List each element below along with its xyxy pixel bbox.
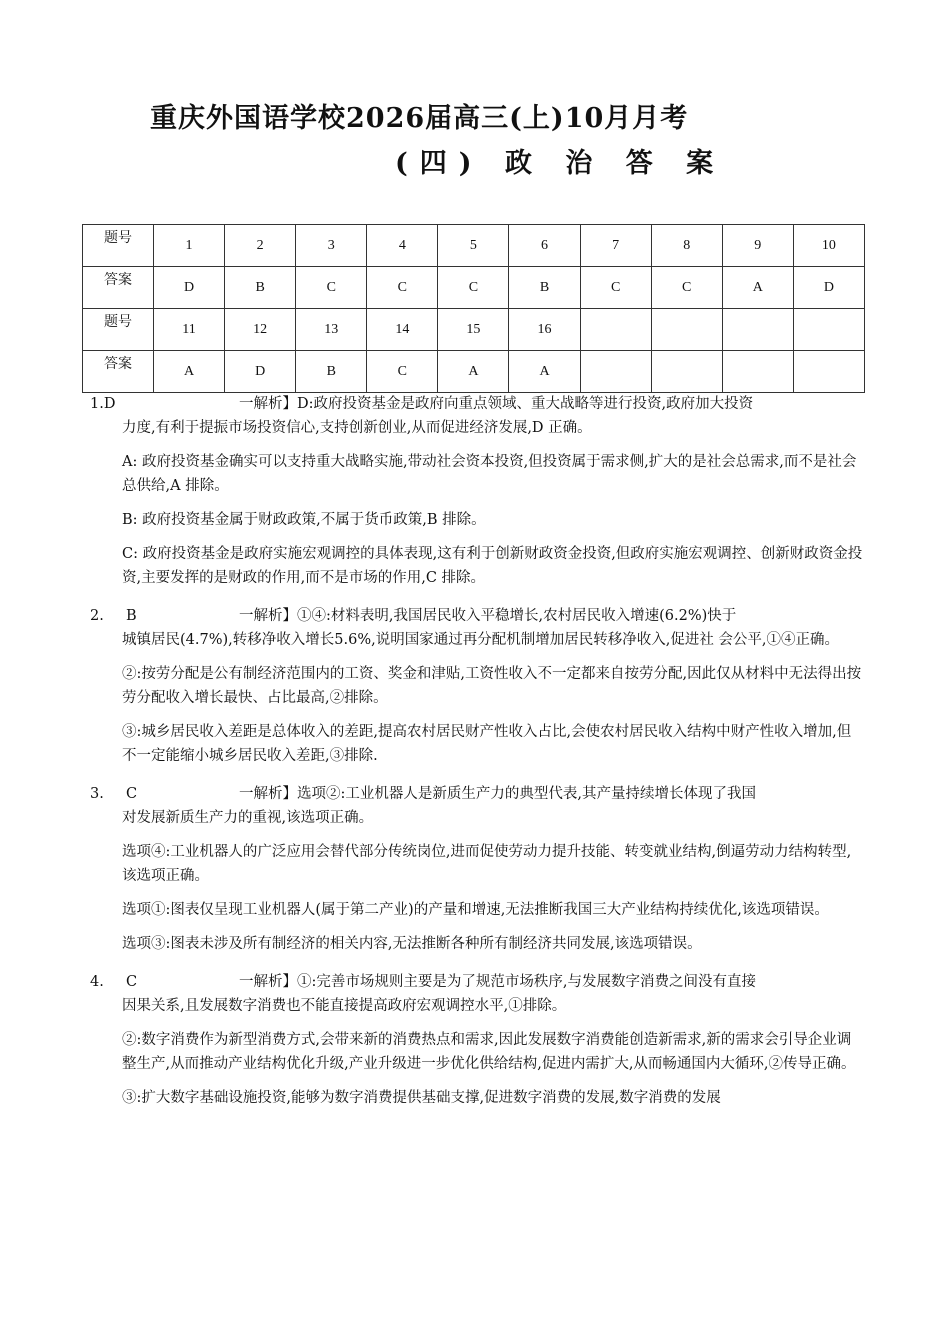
question-number-cell: 4 bbox=[367, 225, 438, 267]
explanations bbox=[84, 392, 864, 1110]
option-analysis: 选项①:图表仅呈现工业机器人(属于第二产业)的产量和增速,无法推断我国三大产业结构持续优化,该选项错误。 bbox=[122, 902, 829, 918]
question-number-cell: 1 bbox=[154, 225, 225, 267]
table-header-cell: 题号 bbox=[83, 309, 154, 351]
table-row bbox=[83, 225, 865, 267]
analysis-text: 力度,有利于提振市场投资信心,支持创新创业,从而促进经济发展,D 正确。 bbox=[122, 420, 592, 436]
question-number-cell: 11 bbox=[154, 309, 225, 351]
table-header-cell: 答案 bbox=[83, 267, 154, 309]
table-row bbox=[83, 351, 865, 393]
analysis-first-line: 一解析】①④:材料表明,我国居民收入平稳增长,农村居民收入增速(6.2%)快于 bbox=[239, 608, 737, 624]
option-analysis: ②:数字消费作为新型消费方式,会带来新的消费热点和需求,因此发展数字消费能创造新需求,新的需求会引导企业调整生产,从而推动产业结构优化升级,产业升级进一步优化供给结构,促进内需扩大,从而畅通国内大循环,②传导正确。 bbox=[122, 1032, 856, 1072]
question-answer: B bbox=[126, 608, 137, 624]
empty-cell bbox=[793, 309, 864, 351]
analysis-text: 因果关系,且发展数字消费也不能直接提高政府宏观调控水平,①排除。 bbox=[122, 998, 567, 1014]
question-number: 3. bbox=[90, 786, 104, 802]
answer-cell: C bbox=[580, 267, 651, 309]
answer-cell: C bbox=[367, 267, 438, 309]
table-row bbox=[83, 267, 865, 309]
answer-cell: B bbox=[225, 267, 296, 309]
option-analysis: 选项④:工业机器人的广泛应用会替代部分传统岗位,进而促使劳动力提升技能、转变就业结构,倒逼劳动力结构转型,该选项正确。 bbox=[122, 844, 852, 884]
option-analysis: ③:城乡居民收入差距是总体收入的差距,提高农村居民财产性收入占比,会使农村居民收入结构中财产性收入增加,但不一定能缩小城乡居民收入差距,③排除. bbox=[122, 724, 852, 764]
answer-cell: C bbox=[651, 267, 722, 309]
answer-cell: B bbox=[296, 351, 367, 393]
table-row bbox=[83, 309, 865, 351]
answer-cell: D bbox=[793, 267, 864, 309]
analysis-text: 城镇居民(4.7%),转移净收入增长5.6%,说明国家通过再分配机制增加居民转移净收入,促进社 会公平,①④正确。 bbox=[122, 632, 840, 648]
question-number: 2. bbox=[90, 608, 104, 624]
answer-cell: A bbox=[438, 351, 509, 393]
analysis-first-line: 一解析】①:完善市场规则主要是为了规范市场秩序,与发展数字消费之间没有直接 bbox=[239, 974, 756, 990]
page-subtitle: (四) 政 治 答 案 bbox=[395, 148, 726, 179]
question-number-cell: 6 bbox=[509, 225, 580, 267]
analysis-first-line: 一解析】D:政府投资基金是政府向重点领域、重大战略等进行投资,政府加大投资 bbox=[239, 396, 754, 412]
option-analysis: 选项③:图表未涉及所有制经济的相关内容,无法推断各种所有制经济共同发展,该选项错误。 bbox=[122, 936, 702, 952]
question-number-cell: 10 bbox=[793, 225, 864, 267]
question-number-cell: 3 bbox=[296, 225, 367, 267]
option-analysis: ③:扩大数字基础设施投资,能够为数字消费提供基础支撑,促进数字消费的发展,数字消费的发展 bbox=[122, 1090, 721, 1106]
empty-cell bbox=[580, 309, 651, 351]
question-number: 1.D bbox=[90, 396, 116, 412]
question-number-cell: 2 bbox=[225, 225, 296, 267]
empty-cell bbox=[651, 351, 722, 393]
question-number-cell: 8 bbox=[651, 225, 722, 267]
question-block bbox=[84, 970, 864, 1110]
question-number-cell: 7 bbox=[580, 225, 651, 267]
empty-cell bbox=[580, 351, 651, 393]
answer-cell: B bbox=[509, 267, 580, 309]
table-header-cell: 答案 bbox=[83, 351, 154, 393]
option-analysis: C: 政府投资基金是政府实施宏观调控的具体表现,这有利于创新财政资金投资,但政府实施宏观调控、创新财政资金投资,主要发挥的是财政的作用,而不是市场的作用,C 排除。 bbox=[122, 546, 863, 586]
answer-cell: A bbox=[509, 351, 580, 393]
question-number: 4. bbox=[90, 974, 104, 990]
question-block bbox=[84, 782, 864, 956]
question-number-cell: 14 bbox=[367, 309, 438, 351]
answer-cell: A bbox=[154, 351, 225, 393]
analysis-text: 对发展新质生产力的重视,该选项正确。 bbox=[122, 810, 374, 826]
option-analysis: B: 政府投资基金属于财政政策,不属于货币政策,B 排除。 bbox=[122, 512, 486, 528]
question-number-cell: 9 bbox=[722, 225, 793, 267]
question-number-cell: 12 bbox=[225, 309, 296, 351]
empty-cell bbox=[651, 309, 722, 351]
question-number-cell: 16 bbox=[509, 309, 580, 351]
question-block bbox=[84, 392, 864, 590]
empty-cell bbox=[793, 351, 864, 393]
answer-cell: A bbox=[722, 267, 793, 309]
answer-cell: C bbox=[367, 351, 438, 393]
answer-cell: D bbox=[154, 267, 225, 309]
analysis-first-line: 一解析】选项②:工业机器人是新质生产力的典型代表,其产量持续增长体现了我国 bbox=[239, 786, 756, 802]
question-answer: C bbox=[126, 786, 138, 802]
question-number-cell: 15 bbox=[438, 309, 509, 351]
page-title: 重庆外国语学校2026届高三(上)10月月考 bbox=[150, 103, 689, 134]
option-analysis: ②:按劳分配是公有制经济范围内的工资、奖金和津贴,工资性收入不一定都来自按劳分配,因此仅从材料中无法得出按劳分配收入增长最快、占比最高,②排除。 bbox=[122, 666, 862, 706]
answer-cell: D bbox=[225, 351, 296, 393]
empty-cell bbox=[722, 309, 793, 351]
answer-table bbox=[82, 224, 865, 393]
question-number-cell: 13 bbox=[296, 309, 367, 351]
question-answer: C bbox=[126, 974, 138, 990]
answer-cell: C bbox=[296, 267, 367, 309]
table-header-cell: 题号 bbox=[83, 225, 154, 267]
option-analysis: A: 政府投资基金确实可以支持重大战略实施,带动社会资本投资,但投资属于需求侧,扩大的是社会总需求,而不是社会总供给,A 排除。 bbox=[122, 454, 857, 494]
answer-cell: C bbox=[438, 267, 509, 309]
question-block bbox=[84, 604, 864, 768]
empty-cell bbox=[722, 351, 793, 393]
question-number-cell: 5 bbox=[438, 225, 509, 267]
